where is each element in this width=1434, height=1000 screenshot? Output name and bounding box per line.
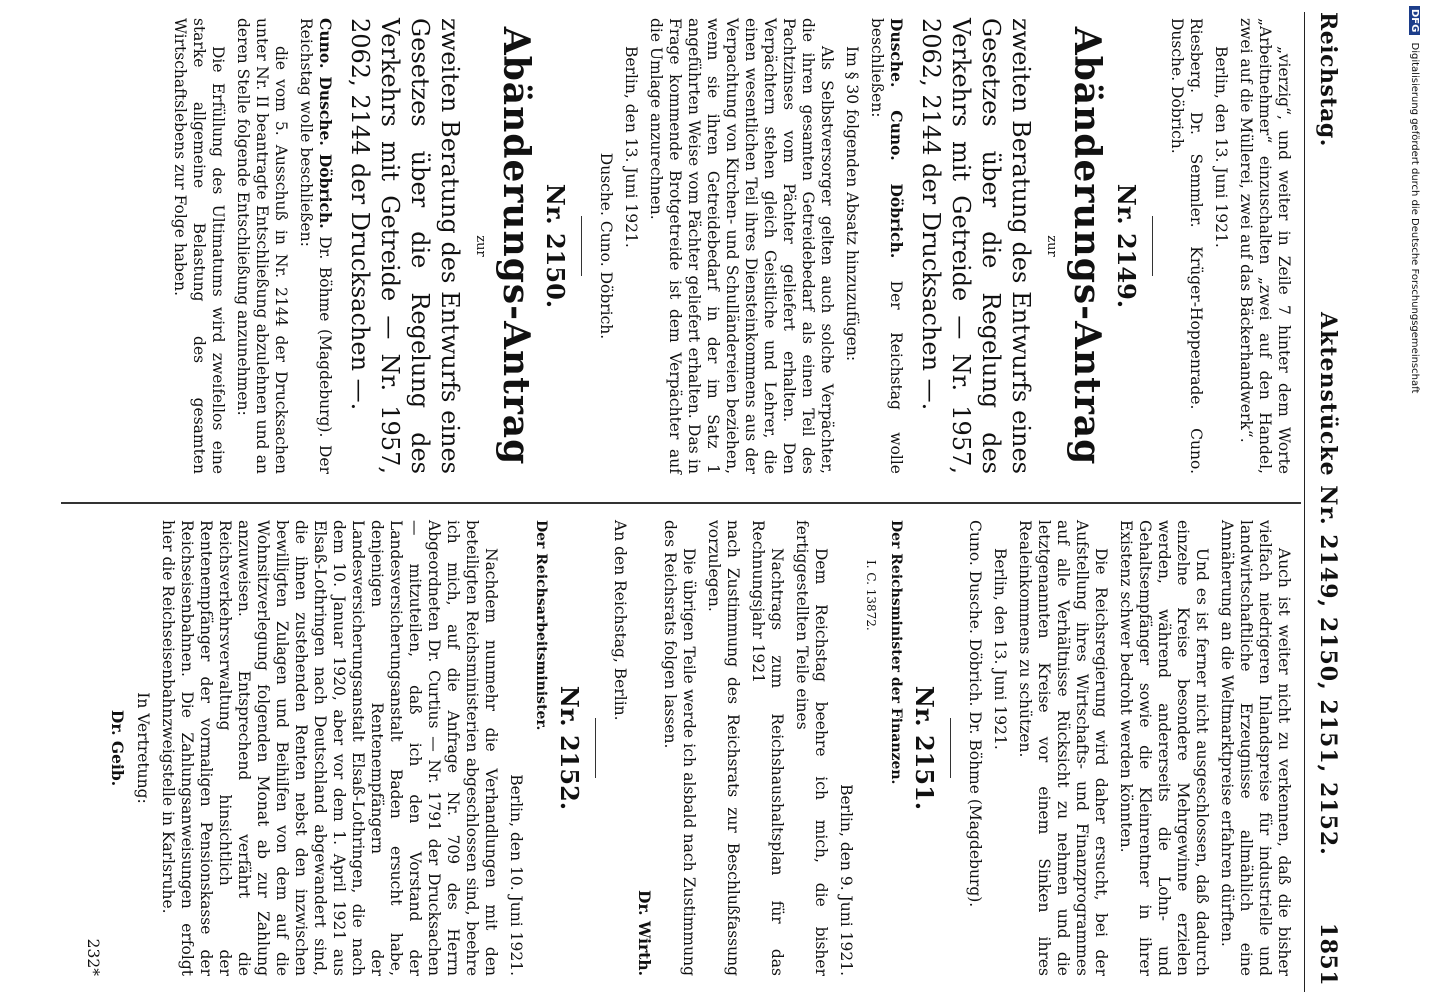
motion-2-paragraph: die vom 5. Ausschuß in Nr. 2144 der Drucksachen unter Nr. II beantragte Entschließung abzulehnen und an deren Stelle folgende Entschließung anzunehmen: <box>234 18 290 474</box>
zur-1: zur <box>1044 235 1059 257</box>
header-title: Aktenstücke Nr. 2149, 2150, 2151, 2152. <box>1315 312 1341 856</box>
signers-1: Riesberg. Dr. Semmler. Krüger-Hoppenrade. Cuno. Dusche. Döbrich. <box>1168 18 1205 474</box>
paragraph-2: Und es ist ferner nicht ausgeschlossen, daß dadurch einzelne Kreise besondere Mehrgewinne erzielen werden, während andererseits die Lohn- und Gehaltsempfänger sowie die Kleinrentner in ihrer Existenz schwer bedroht werden könnten. <box>1117 520 1211 976</box>
motion-1-text: Der Reichstag wolle beschließen: <box>868 18 905 474</box>
letter-2: Nachdem nunmehr die Verhandlungen mit den beteiligten Reichsministerien abgeschlossen sind, beehre ich mich, auf die Anfrage Nr. 709 des Herrn Abgeordneten Dr. Curtius — Nr. 1791 der Drucksachen — mitzuteilen, daß ich den Vorstand der Landesversicherungsanstalt Baden ersucht habe, denjenigen Rentenempfängern der Landesversicherungsanstalt Elsaß-Lothringen, die nach dem 10. Januar 1920, aber vor dem 1. April 1921 aus Elsaß-Lothringen nach Deutschland abgewandert sind, die ihnen zustehenden Renten nebst den inzwischen bewilligten Zulagen und Beihilfen von dem auf die Wohnsitzverlegung folgenden Monat ab zur Zahlung anzuweisen. Entsprechend verfährt die Reichsverkehrsverwaltung hinsichtlich der Rentenempfänger der vormaligen Pensionskasse der Reichseisenbahnen. Die Zahlungsanweisungen erfolgt hier die Reichseisenbahnzweigstelle in Karlsruhe. <box>159 520 500 976</box>
divider <box>950 718 951 778</box>
motion-1-lead: Dusche. Cuno. Döbrich. <box>887 18 906 259</box>
left-column <box>164 18 1293 474</box>
signers-2: Dusche. Cuno. Döbrich. <box>597 152 615 340</box>
letter-1-b: Nachtrags zum Reichshaushaltsplan für das Rechnungsjahr 1921 <box>749 520 786 976</box>
digitization-footer <box>1409 6 1420 986</box>
subtitle-2: zweiten Beratung des Entwurfs eines Gesetzes über die Regelung des Verkehrs mit Getreide — Nr. 1957, 2062, 2144 der Drucksachen —. <box>346 18 464 474</box>
divider <box>1152 216 1153 276</box>
letter-1-d: Die übrigen Teile werde ich alsbald nach Zustimmung des Reichsrats folgen lassen. <box>661 520 698 976</box>
header-left: Reichstag. <box>1315 12 1341 147</box>
page-header <box>1304 12 1345 992</box>
section-number-2152: Nr. 2152. <box>555 685 584 811</box>
divider <box>581 216 582 276</box>
section-number-2150: Nr. 2150. <box>541 183 570 309</box>
right-column <box>77 520 1293 976</box>
divider <box>595 718 596 778</box>
date-3: Berlin, den 13. Juni 1921. <box>991 548 1009 750</box>
zur-2: zur <box>473 235 488 257</box>
letter-1-c: nach Zustimmung des Reichsrats zur Beschlußfassung vorzulegen. <box>705 520 742 976</box>
footer-text: Digitalisierung gefördert durch die Deutsche Forschungsgemeinschaft <box>1409 42 1420 394</box>
motion-2-quote: Die Erfüllung des Ultimatums wird zweifellos eine starke allgemeine Belastung des gesamten Wirtschaftslebens zur Folge haben. <box>171 18 227 474</box>
intro-text: „vierzig“, und weiter in Zeile 7 hinter dem Worte „Arbeitnehmer“ einzuschalten „zwei auf den Handel, zwei auf die Müllerei, zwei auf das Bäckerhandwerk“. <box>1237 18 1293 474</box>
page-number: 1851 <box>1315 922 1341 986</box>
signature-1: Dr. Wirth. <box>635 890 654 976</box>
signature-2-label: In Vertretung: <box>134 692 152 804</box>
paragraph-3: Die Reichsregierung wird daher ersucht, bei der Aufstellung ihres Wirtschafts- und Finanzprogrammes auf alle Verhältnisse Rücksicht zu nehmen und die letztgenannten Kreise vor einem Sinken ihres Realeinkommens zu schützen. <box>1016 520 1110 976</box>
footnote: 232* <box>84 938 102 976</box>
signature-2: Dr. Geib. <box>108 709 127 787</box>
reference-1: I. C. 13872. <box>864 560 878 631</box>
addressee: An den Reichstag, Berlin. <box>611 520 629 721</box>
document-page <box>45 12 1345 992</box>
column-divider <box>61 502 1301 504</box>
date-1: Berlin, den 13. Juni 1921. <box>1212 46 1230 248</box>
section-title-2: Abänderungs-Antrag <box>495 26 537 466</box>
subtitle-1: zweiten Beratung des Entwurfs eines Gesetzes über die Regelung des Verkehrs mit Getreide — Nr. 1957, 2062, 2144 der Drucksachen —. <box>917 18 1035 474</box>
motion-1-paragraph: Im § 30 folgenden Absatz hinzuzufügen: <box>843 46 861 362</box>
letter-1-a: Dem Reichstag beehre ich mich, die bisher fertiggestellten Teile eines <box>793 520 830 976</box>
section-number-2149: Nr. 2149. <box>1112 183 1141 309</box>
motion-2-text: Dr. Böhme (Magdeburg). Der Reichstag wolle beschließen: <box>297 18 334 474</box>
sender-1: Der Reichsminister der Finanzen. <box>888 520 904 785</box>
section-number-2151: Nr. 2151. <box>910 685 939 811</box>
paragraph-1: Auch ist weiter nicht zu verkennen, daß die bisher vielfach niedrigeren Inlandspreise für industrielle und landwirtschaftliche Erzeugnisse allmählich eine Annäherung an die Weltmarktpreise erfahren dürften. <box>1218 520 1293 976</box>
date-5: Berlin, den 10. Juni 1921. <box>507 774 525 976</box>
signers-3: Cuno. Dusche. Döbrich. Dr. Böhme (Magdeburg). <box>966 520 984 908</box>
section-title-1: Abänderungs-Antrag <box>1066 26 1108 466</box>
date-2: Berlin, den 13. Juni 1921. <box>622 46 640 248</box>
dfg-logo: DFG <box>1409 6 1420 35</box>
motion-1-quote: Als Selbstversorger gelten auch solche Verpächter, die ihren gesamten Getreidebedarf als einen Teil des Pachtzinses vom Pächter geliefert erhalten. Den Verpächtern stehen gleich Geistliche und Lehrer, die einen wesentlichen Teil ihres Diensteinkommens aus der Verpachtung von Kirchen- und Schulländereien beziehen, wenn sie ihren Getreidebedarf in der im Satz 1 angeführten Weise vom Pächter geliefert erhalten. Das in Frage kommende Brotgetreide ist dem Verpächter auf die Umlage anzurechnen. <box>647 18 836 474</box>
date-4: Berlin, den 9. Juni 1921. <box>837 784 855 976</box>
motion-2-lead: Cuno. Dusche. Döbrich. <box>316 18 335 229</box>
sender-2: Der Reichsarbeitsminister. <box>533 520 549 731</box>
